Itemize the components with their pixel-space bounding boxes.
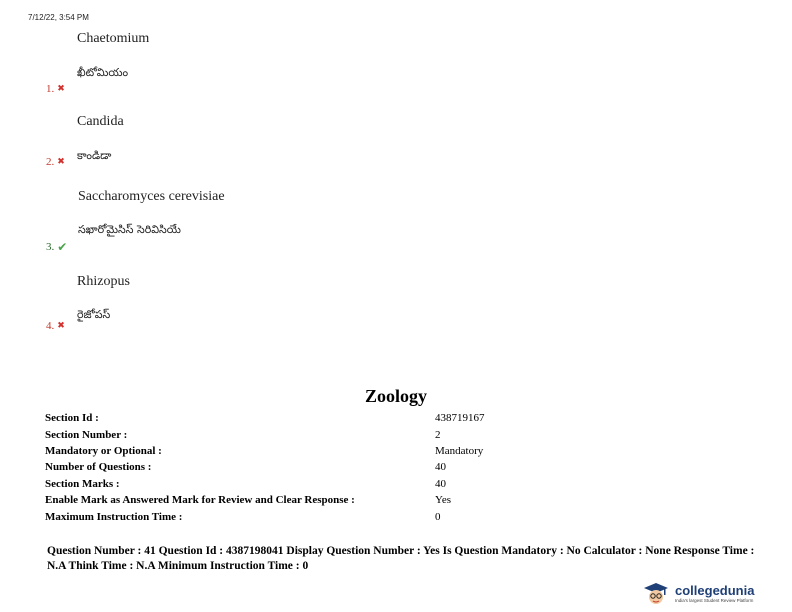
option-2-telugu: కాండిడా bbox=[77, 149, 112, 162]
section-marks-label: Section Marks : bbox=[45, 477, 120, 490]
num-questions-value: 40 bbox=[435, 461, 446, 474]
question-info: Question Number : 41 Question Id : 4387198041 Display Question Number : Yes Is Question Mandatory : No Calculator : None Response Time : N.A Think Time : N.A Minimum Instruction Time : 0 bbox=[47, 545, 755, 572]
check-icon: ✔ bbox=[57, 240, 68, 254]
section-details-table bbox=[45, 410, 485, 525]
option-4-english: Rhizopus bbox=[77, 274, 130, 289]
table-row bbox=[45, 476, 485, 492]
option-2-number bbox=[46, 156, 65, 168]
option-2-english: Candida bbox=[77, 114, 124, 129]
option-1-telugu: ఖీటోమియం bbox=[77, 66, 129, 79]
cross-icon: ✖ bbox=[57, 157, 65, 167]
option-4-telugu: రైజోపస్ bbox=[77, 308, 111, 321]
table-row bbox=[45, 426, 485, 442]
logo-name: collegedunia bbox=[675, 583, 755, 598]
section-number-label: Section Number : bbox=[45, 428, 128, 441]
option-1-english: Chaetomium bbox=[77, 31, 150, 46]
table-row bbox=[45, 443, 485, 459]
option-2-number-label: 2. bbox=[46, 156, 55, 168]
section-marks-value: 40 bbox=[435, 477, 446, 490]
cross-icon: ✖ bbox=[57, 84, 65, 94]
option-3-number bbox=[46, 240, 67, 254]
option-4-number bbox=[46, 320, 65, 332]
graduate-mascot-icon bbox=[643, 582, 669, 606]
table-row bbox=[45, 492, 485, 508]
section-title: Zoology bbox=[364, 386, 427, 406]
option-4-number-label: 4. bbox=[46, 320, 55, 332]
mark-review-value: Yes bbox=[435, 494, 452, 507]
instruction-time-value: 0 bbox=[435, 510, 441, 523]
option-1-number-label: 1. bbox=[46, 83, 55, 95]
table-row bbox=[45, 410, 485, 426]
num-questions-label: Number of Questions : bbox=[45, 461, 152, 474]
instruction-time-label: Maximum Instruction Time : bbox=[45, 510, 183, 523]
mark-review-label: Enable Mark as Answered Mark for Review and Clear Response : bbox=[45, 494, 355, 507]
option-3-english: Saccharomyces cerevisiae bbox=[78, 189, 225, 204]
table-row bbox=[45, 459, 485, 475]
option-1-number bbox=[46, 83, 65, 95]
mandatory-value: Mandatory bbox=[435, 444, 484, 457]
print-timestamp: 7/12/22, 3:54 PM bbox=[28, 13, 89, 22]
logo-tagline: India's largest Student Review Platform bbox=[675, 598, 754, 603]
option-3-number-label: 3. bbox=[46, 241, 55, 253]
table-row bbox=[45, 508, 485, 524]
section-id-value: 438719167 bbox=[435, 412, 485, 425]
section-id-label: Section Id : bbox=[45, 412, 99, 425]
option-3-telugu: సఖారోమైసిస్ సెరివిసియే bbox=[78, 223, 181, 236]
mandatory-label: Mandatory or Optional : bbox=[45, 444, 162, 457]
collegedunia-logo bbox=[643, 582, 754, 606]
cross-icon: ✖ bbox=[57, 321, 65, 331]
section-number-value: 2 bbox=[435, 428, 441, 441]
